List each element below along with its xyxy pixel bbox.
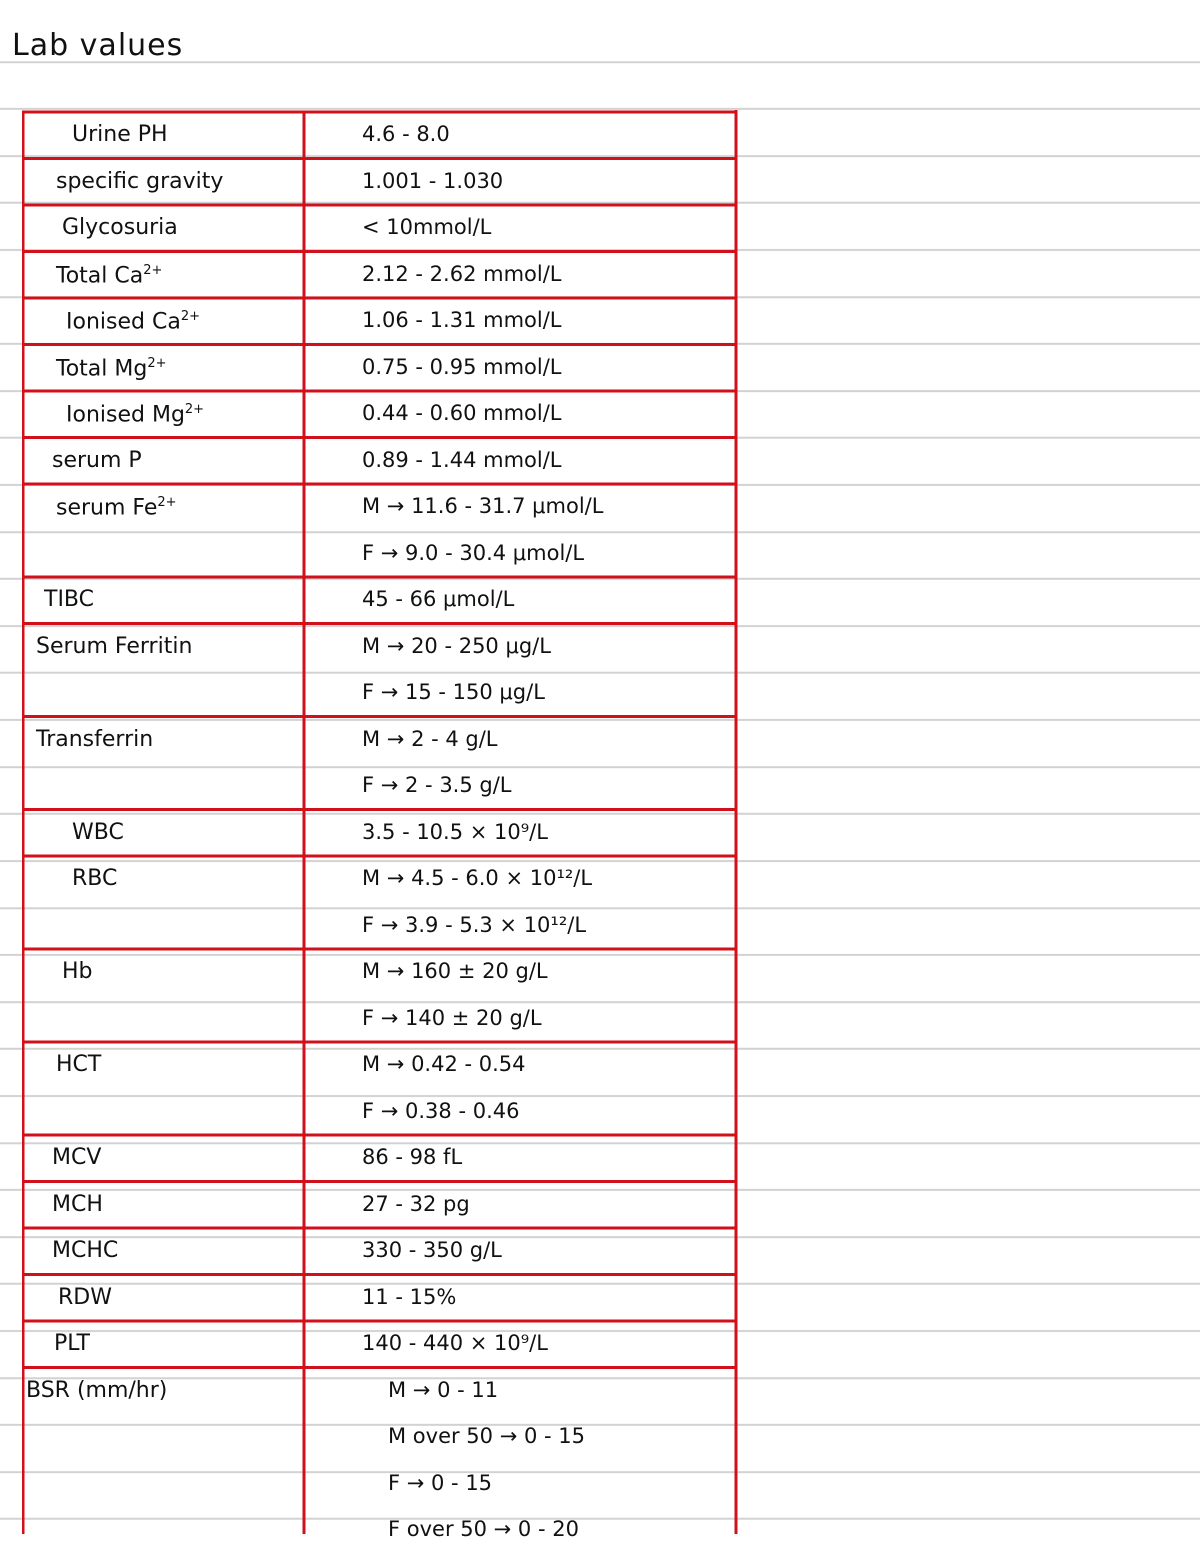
charge-superscript: 2+ xyxy=(180,309,200,324)
reference-range: M → 11.6 - 31.7 μmol/L xyxy=(362,494,604,518)
reference-range: M → 4.5 - 6.0 × 10¹²/L xyxy=(362,866,593,890)
reference-range: F → 0.38 - 0.46 xyxy=(362,1098,520,1123)
charge-superscript: 2+ xyxy=(157,495,177,510)
lab-test-label: RBC xyxy=(72,866,118,891)
reference-range: 0.75 - 0.95 mmol/L xyxy=(362,354,562,379)
lab-test-name xyxy=(36,726,154,752)
reference-range: M → 160 ± 20 g/L xyxy=(362,959,548,983)
lab-test-label: MCHC xyxy=(52,1238,119,1263)
reference-range: F → 140 ± 20 g/L xyxy=(362,1005,542,1030)
lab-test-name xyxy=(54,1333,90,1355)
lab-test-name xyxy=(62,961,93,983)
reference-range: F → 0 - 15 xyxy=(388,1470,493,1495)
lab-test-label: Urine PH xyxy=(72,122,168,147)
reference-range: 4.6 - 8.0 xyxy=(362,122,450,146)
lab-test-name xyxy=(72,819,124,845)
reference-range: M → 2 - 4 g/L xyxy=(362,726,498,751)
lab-test-label: MCV xyxy=(52,1145,102,1170)
lab-test-label: serum Fe xyxy=(56,495,158,521)
lab-test-name xyxy=(56,357,167,380)
lab-test-label: Transferrin xyxy=(36,726,154,752)
lab-test-name xyxy=(44,589,94,611)
reference-range: 1.06 - 1.31 mmol/L xyxy=(362,308,562,332)
reference-range: M → 0.42 - 0.54 xyxy=(362,1052,526,1076)
lab-test-name xyxy=(66,403,204,426)
lab-test-label: BSR (mm/hr) xyxy=(26,1377,168,1403)
reference-range: F → 3.9 - 5.3 × 10¹²/L xyxy=(362,912,587,937)
lab-test-label: TIBC xyxy=(44,587,94,612)
reference-range: F → 15 - 150 μg/L xyxy=(362,680,545,704)
lab-test-label: Total Ca xyxy=(56,262,144,288)
lab-test-label: RDW xyxy=(58,1284,112,1310)
lab-test-name xyxy=(72,868,117,890)
reference-range: 27 - 32 pg xyxy=(362,1191,470,1216)
lab-test-label: specific gravity xyxy=(56,168,224,194)
lab-test-label: WBC xyxy=(72,819,124,845)
lab-test-name xyxy=(66,310,200,333)
reference-range: 1.001 - 1.030 xyxy=(362,168,504,193)
reference-range: M over 50 → 0 - 15 xyxy=(388,1424,585,1448)
reference-range: 0.44 - 0.60 mmol/L xyxy=(362,401,562,425)
lab-test-label: HCT xyxy=(56,1052,102,1077)
lab-test-label: Glycosuria xyxy=(62,215,178,240)
lab-test-name xyxy=(56,1054,101,1076)
lab-test-label: Serum Ferritin xyxy=(36,633,193,659)
reference-range: M → 20 - 250 μg/L xyxy=(362,633,551,658)
lab-test-label: Hb xyxy=(62,959,93,984)
lab-test-name xyxy=(52,447,142,473)
lab-test-name xyxy=(62,217,178,239)
reference-range: F → 2 - 3.5 g/L xyxy=(362,773,512,797)
reference-range: 11 - 15% xyxy=(362,1284,457,1309)
lab-test-name xyxy=(58,1284,112,1310)
reference-range: F over 50 → 0 - 20 xyxy=(388,1517,579,1541)
reference-range: 140 - 440 × 10⁹/L xyxy=(362,1331,548,1355)
reference-range: 330 - 350 g/L xyxy=(362,1238,502,1262)
lab-values-table xyxy=(22,110,738,1541)
lab-test-label: MCH xyxy=(52,1191,103,1217)
reference-range: 2.12 - 2.62 mmol/L xyxy=(362,261,562,286)
lab-test-name xyxy=(26,1377,168,1403)
lab-test-label: PLT xyxy=(54,1331,90,1356)
lab-test-name xyxy=(56,264,162,287)
lab-test-name xyxy=(72,124,168,146)
lab-test-name xyxy=(56,496,177,519)
page-title: Lab values xyxy=(12,28,184,63)
charge-superscript: 2+ xyxy=(147,355,167,371)
reference-range: 0.89 - 1.44 mmol/L xyxy=(362,447,562,472)
reference-range: < 10mmol/L xyxy=(362,215,492,239)
lab-test-name xyxy=(36,633,193,659)
lab-test-name xyxy=(52,1191,103,1217)
charge-superscript: 2+ xyxy=(184,402,205,417)
reference-range: M → 0 - 11 xyxy=(388,1377,499,1402)
lab-test-name xyxy=(56,168,224,194)
reference-range: 86 - 98 fL xyxy=(362,1145,463,1169)
lab-test-name xyxy=(52,1240,118,1262)
reference-range: 45 - 66 μmol/L xyxy=(362,587,515,611)
reference-range: 3.5 - 10.5 × 10⁹/L xyxy=(362,819,548,844)
reference-range: F → 9.0 - 30.4 μmol/L xyxy=(362,540,585,565)
lab-test-label: Ionised Mg xyxy=(66,402,185,428)
charge-superscript: 2+ xyxy=(143,262,163,278)
lab-test-label: Ionised Ca xyxy=(66,309,181,335)
lab-test-label: Total Mg xyxy=(56,355,148,381)
lab-test-name xyxy=(52,1147,101,1169)
lab-test-label: serum P xyxy=(52,447,142,473)
